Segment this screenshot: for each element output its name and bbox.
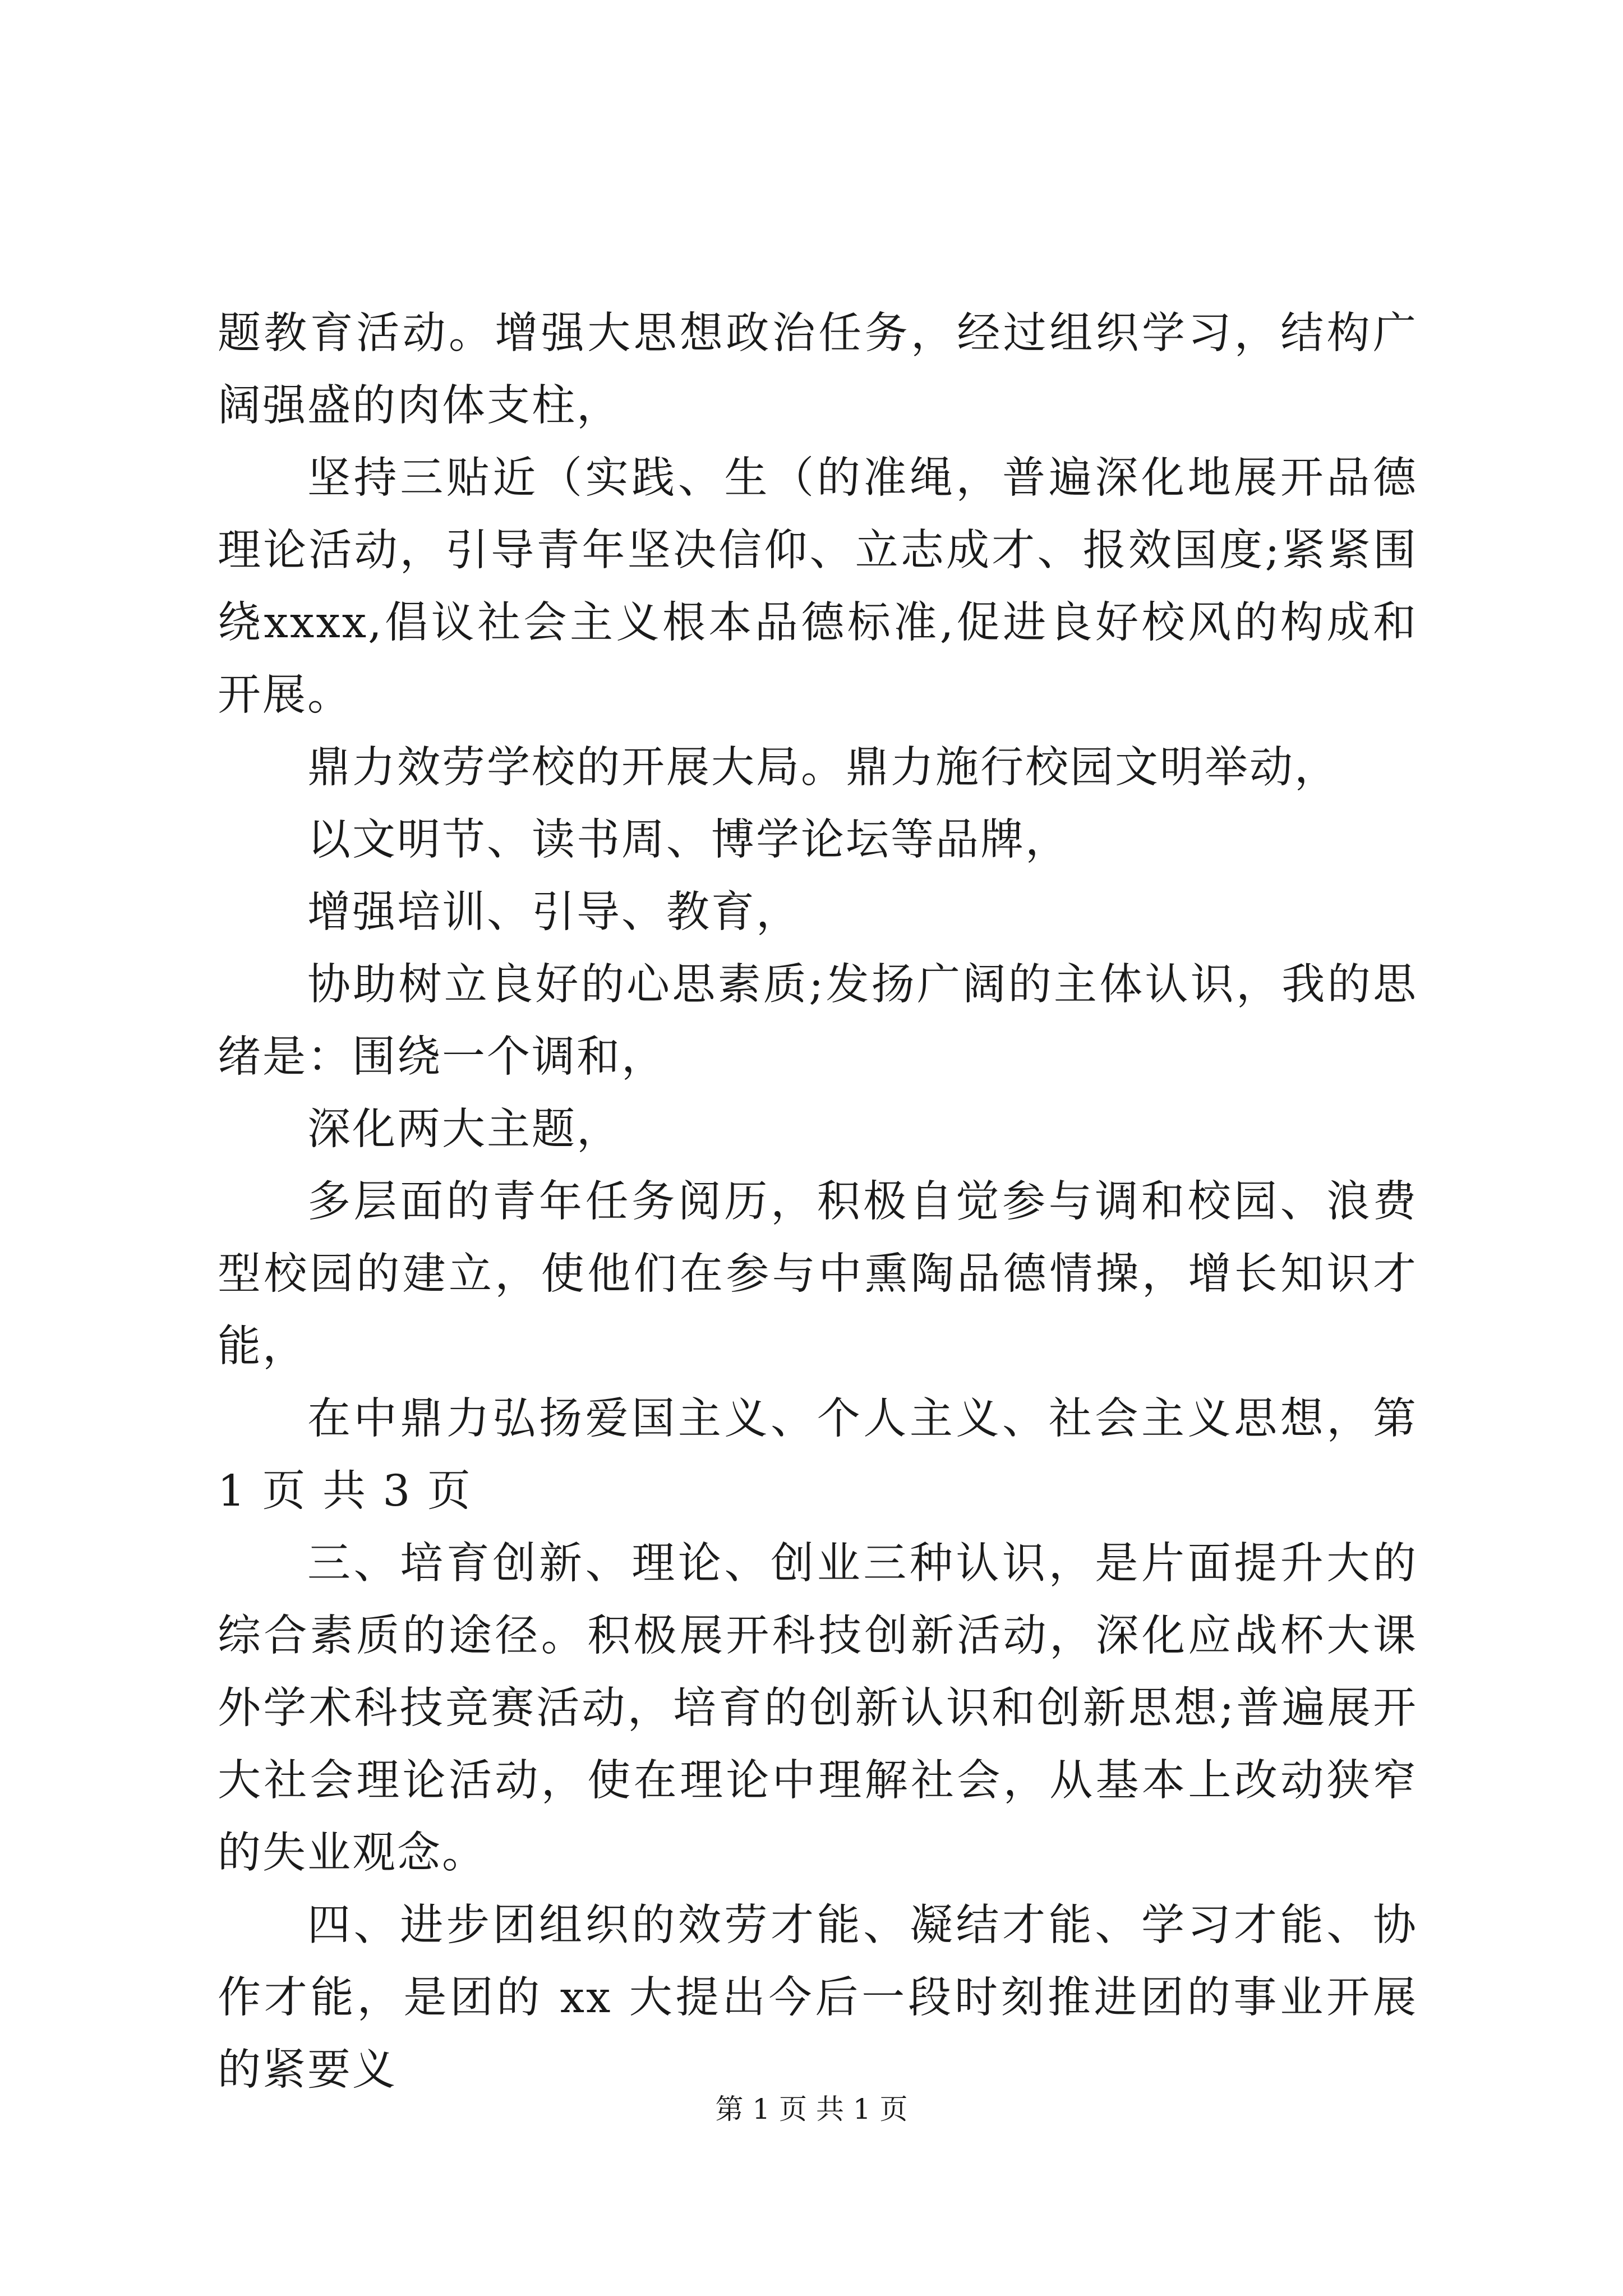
paragraph-1: 题教育活动。增强大思想政治任务，经过组织学习，结构广阔强盛的肉体支柱， xyxy=(218,309,1418,431)
paragraph-10: 三、培育创新、理论、创业三种认识，是片面提升大的综合素质的途径。积极展开科技创新活动，深化应战杯大课外学术科技竞赛活动，培育的创新认识和创新思想;普遍展开大社会理论活动，使在理论中理解社会，从基本上改动狭窄的失业观念。 xyxy=(218,1539,1418,1878)
paragraph-7: 深化两大主题， xyxy=(307,1105,621,1154)
paragraph-5: 增强培训、引导、教育， xyxy=(307,887,801,937)
paragraph-11: 四、进步团组织的效劳才能、凝结才能、学习才能、协作才能，是团的 xx 大提出今后一段时刻推进团的事业开展的紧要义 xyxy=(218,1901,1418,2095)
paragraph-6: 协助树立良好的心思素质;发扬广阔的主体认识，我的思绪是：围绕一个调和， xyxy=(218,960,1418,1082)
page-footer: 第 1 页 共 1 页 xyxy=(715,2093,908,2125)
paragraph-8: 多层面的青年任务阅历，积极自觉参与调和校园、浪费型校园的建立，使他们在参与中熏陶品德情操，增长知识才能， xyxy=(218,1177,1418,1372)
paragraph-2: 坚持三贴近（实践、生（的准绳，普遍深化地展开品德理论活动，引导青年坚决信仰、立志成才、报效国度;紧紧围绕xxxx,倡议社会主义根本品德标准,促进良好校风的构成和开展。 xyxy=(218,453,1418,720)
paragraph-9: 在中鼎力弘扬爱国主义、个人主义、社会主义思想，第 1 页 共 3 页 xyxy=(218,1394,1418,1516)
paragraph-3: 鼎力效劳学校的开展大局。鼎力施行校园文明举动， xyxy=(307,743,1339,793)
document-body xyxy=(218,297,1418,2106)
paragraph-4: 以文明节、读书周、博学论坛等品牌， xyxy=(307,815,1070,865)
